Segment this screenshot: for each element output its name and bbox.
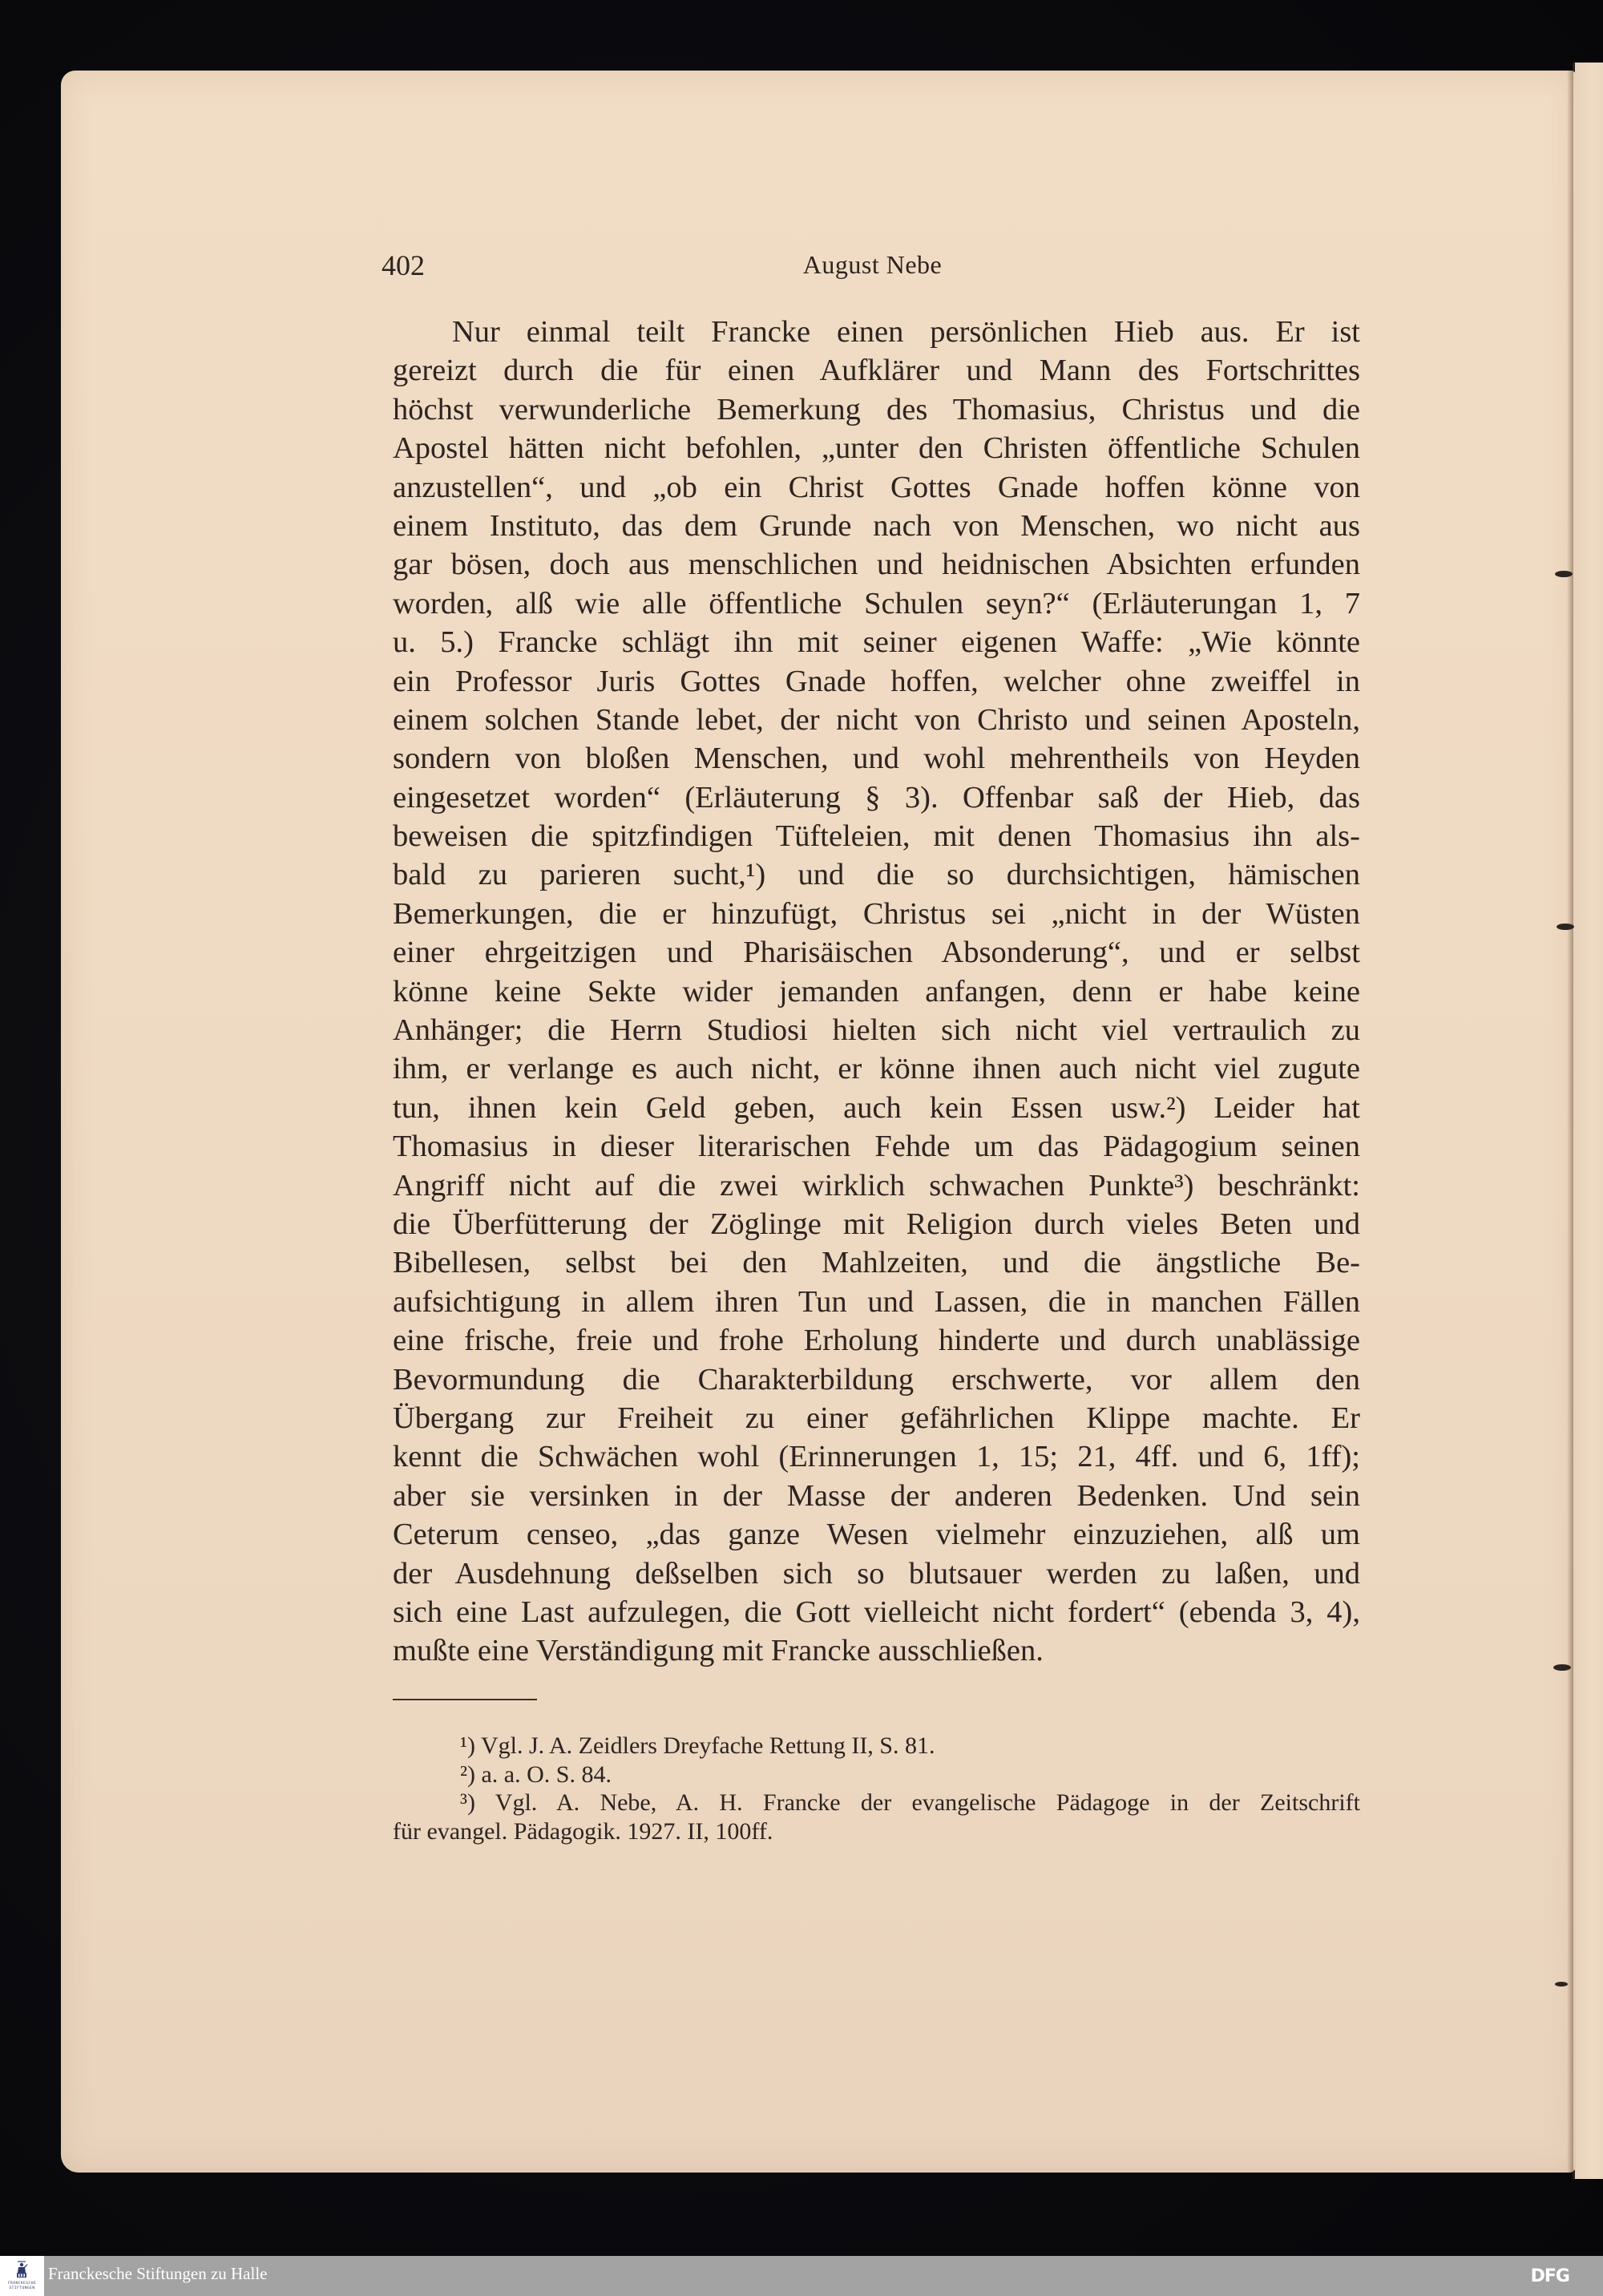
text-line: höchst verwunderliche Bemerkung des Thomasius, Christus und die bbox=[393, 392, 1360, 426]
text-line: aber sie versinken in der Masse der anderen Bedenken. Und sein bbox=[393, 1478, 1360, 1513]
logo-caption-line2: STIFTUNGEN bbox=[9, 2286, 35, 2290]
logo-caption bbox=[2, 2282, 42, 2291]
text-line: Ceterum censeo, „das ganze Wesen vielmehr einzuziehen, alß um bbox=[393, 1518, 1360, 1552]
footer-bar bbox=[0, 2256, 1603, 2296]
footnote-text: Vgl. J. A. Zeidlers Dreyfache Rettung II, S. 81. bbox=[480, 1732, 935, 1759]
footnotes bbox=[393, 1732, 1360, 1845]
statue-logo-icon bbox=[15, 2261, 28, 2278]
text-line: sich eine Last aufzulegen, die Gott vielleicht nicht fordert“ (ebenda 3, 4), bbox=[393, 1595, 1360, 1629]
text-line: sondern von bloßen Menschen, und wohl mehrentheils von Heyden bbox=[393, 742, 1360, 776]
text-line: einem solchen Stande lebet, der nicht von Christo und seinen Aposteln, bbox=[393, 702, 1360, 737]
dfg-logo[interactable]: DFG bbox=[1530, 2266, 1569, 2286]
text-line: einem Instituto, das dem Grunde nach von Menschen, wo nicht aus bbox=[393, 508, 1360, 543]
text-line: eingesetzet worden“ (Erläuterung § 3). Offenbar saß der Hieb, das bbox=[393, 780, 1360, 815]
footnote-marker: ²) bbox=[460, 1760, 475, 1788]
running-head bbox=[382, 249, 1363, 285]
footnote-text: a. a. O. S. 84. bbox=[481, 1760, 612, 1788]
text-line: eine frische, freie und frohe Erholung hinderte und durch unablässige bbox=[393, 1324, 1360, 1358]
footnote-text: für evangel. Pädagogik. 1927. II, 100ff. bbox=[393, 1817, 773, 1845]
text-line: aufsichtigung in allem ihren Tun und Lassen, die in manchen Fällen bbox=[393, 1284, 1360, 1319]
text-line: Bevormundung die Charakterbildung erschwerte, vor allem den bbox=[393, 1362, 1360, 1397]
adjacent-page-edge bbox=[1573, 63, 1603, 2179]
footnote-rule bbox=[393, 1699, 537, 1700]
institution-logo[interactable] bbox=[0, 2256, 44, 2296]
binding-mark bbox=[1553, 1664, 1571, 1671]
page-number: 402 bbox=[382, 249, 425, 281]
text-line: könne keine Sekte wider jemanden anfangen, denn er habe keine bbox=[393, 974, 1360, 1009]
footnote bbox=[393, 1789, 1360, 1817]
text-line: anzustellen“, und „ob ein Christ Gottes Gnade hoffen könne von bbox=[393, 470, 1360, 504]
logo-caption-line1: FRANCKESCHE bbox=[7, 2282, 37, 2286]
text-line: mußte eine Verständigung mit Francke ausschließen. bbox=[393, 1634, 1044, 1668]
text-line: Thomasius in dieser literarischen Fehde um das Pädagogium seinen bbox=[393, 1130, 1360, 1164]
binding-mark bbox=[1557, 924, 1574, 930]
footnote bbox=[393, 1732, 1360, 1760]
footnote bbox=[393, 1817, 1360, 1846]
text-line: u. 5.) Francke schlägt ihn mit seiner eigenen Waffe: „Wie könnte bbox=[393, 625, 1360, 660]
text-line: gereizt durch die für einen Aufklärer und Mann des Fortschrittes bbox=[393, 354, 1360, 388]
footnote-marker: ¹) bbox=[460, 1732, 475, 1759]
text-line: Nur einmal teilt Francke einen persönlichen Hieb aus. Er ist bbox=[452, 315, 1360, 349]
text-line: Angriff nicht auf die zwei wirklich schwachen Punkte³) beschränkt: bbox=[393, 1168, 1360, 1203]
body-text bbox=[393, 313, 1360, 1671]
text-line: Bibellesen, selbst bei den Mahlzeiten, und die ängstliche Be- bbox=[393, 1246, 1360, 1280]
text-line: Übergang zur Freiheit zu einer gefährlichen Klippe machte. Er bbox=[393, 1401, 1360, 1435]
institution-name[interactable]: Franckesche Stiftungen zu Halle bbox=[48, 2264, 268, 2283]
text-line: beweisen die spitzfindigen Tüfteleien, mit denen Thomasius ihn als- bbox=[393, 819, 1360, 854]
text-line: die Überfütterung der Zöglinge mit Religion durch vieles Beten und bbox=[393, 1207, 1360, 1241]
text-line: einer ehrgeitzigen und Pharisäischen Absonderung“, und er selbst bbox=[393, 936, 1360, 970]
text-line: bald zu parieren sucht,¹) und die so durchsichtigen, hämischen bbox=[393, 858, 1360, 892]
text-line: Apostel hätten nicht befohlen, „unter den Christen öffentliche Schulen bbox=[393, 431, 1360, 466]
footnote bbox=[393, 1760, 1360, 1789]
text-line: worden, alß wie alle öffentliche Schulen seyn?“ (Erläuterungan 1, 7 bbox=[393, 586, 1360, 620]
running-head-author: August Nebe bbox=[802, 250, 943, 279]
text-line: ein Professor Juris Gottes Gnade hoffen, welcher ohne zweiffel in bbox=[393, 664, 1360, 698]
text-line: ihm, er verlange es auch nicht, er könne ihnen auch nicht viel zugute bbox=[393, 1052, 1360, 1086]
text-line: tun, ihnen kein Geld geben, auch kein Essen usw.²) Leider hat bbox=[393, 1090, 1360, 1125]
footnote-text: Vgl. A. Nebe, A. H. Francke der evangelische Pädagoge in der Zeitschrift bbox=[495, 1789, 1360, 1816]
text-line: kennt die Schwächen wohl (Erinnerungen 1, 15; 21, 4ff. und 6, 1ff); bbox=[393, 1440, 1360, 1474]
page-gutter bbox=[1567, 71, 1573, 2173]
text-line: Anhänger; die Herrn Studiosi hielten sich nicht viel vertraulich zu bbox=[393, 1013, 1360, 1048]
text-line: gar bösen, doch aus menschlichen und heidnischen Absichten erfunden bbox=[393, 548, 1360, 582]
binding-mark bbox=[1555, 1982, 1568, 1987]
text-line: der Ausdehnung deßselben sich so blutsauer werden zu laßen, und bbox=[393, 1556, 1360, 1591]
footnote-marker: ³) bbox=[460, 1789, 475, 1816]
text-line: Bemerkungen, die er hinzufügt, Christus sei „nicht in der Wüsten bbox=[393, 896, 1360, 931]
binding-mark bbox=[1555, 571, 1573, 577]
